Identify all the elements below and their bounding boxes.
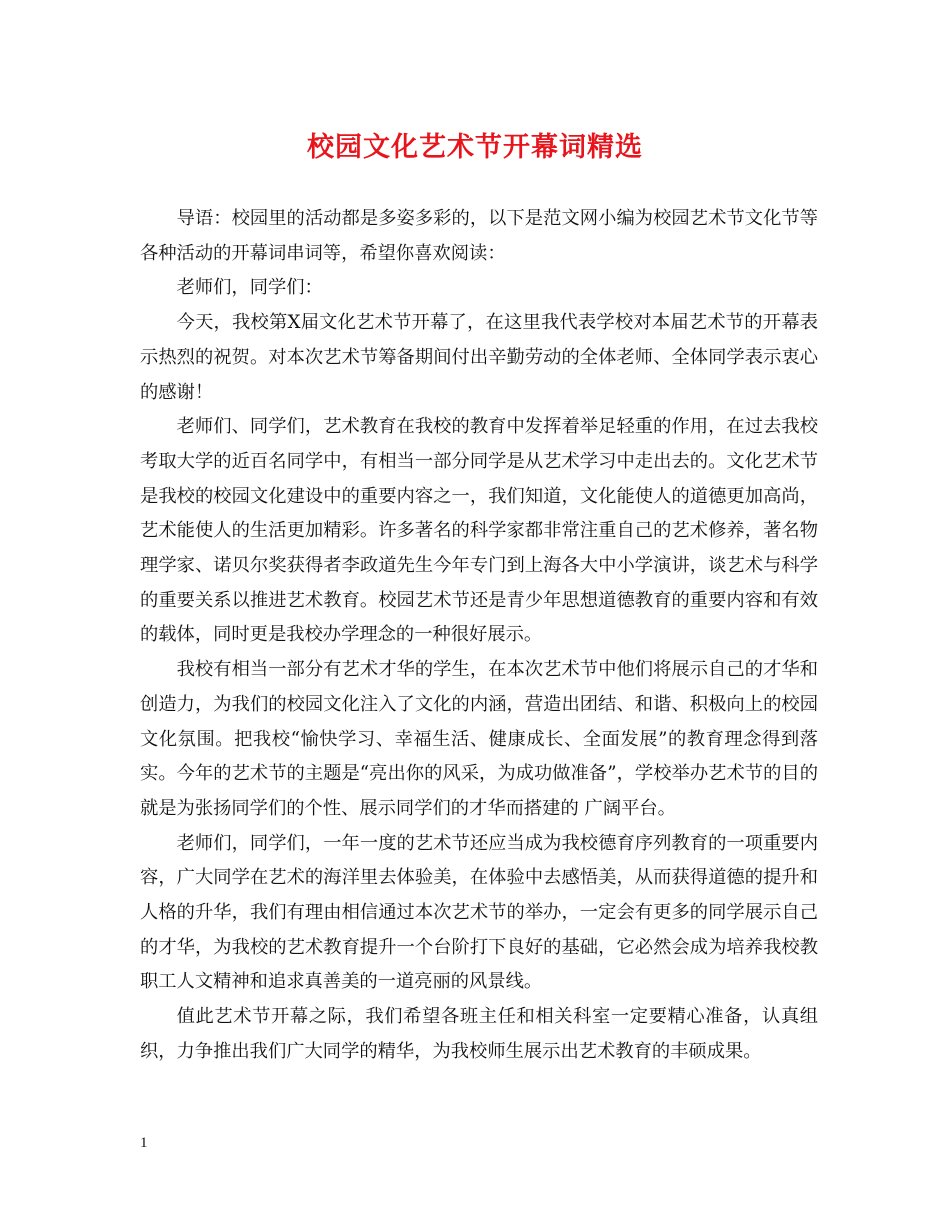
paragraph-moral-education: 老师们，同学们，一年一度的艺术节还应当成为我校德育序列教育的一项重要内容，广大同学在艺术的海洋里去体验美，在体验中去感悟美，从而获得道德的提升和人格的升华，我们有理由相信通过本次艺术节的举办，一定会有更多的同学展示自己的才华，为我校的艺术教育提升一个台阶打下良好的基础，它必然会成为培养我校教职工人文精神和追求真善美的一道亮丽的风景线。	[140, 832, 818, 993]
paragraph-opening: 今天，我校第Ⅹ届文化艺术节开幕了，在这里我代表学校对本届艺术节的开幕表示热烈的祝贺。对本次艺术节筹备期间付出辛勤劳动的全体老师、全体同学表示衷心的感谢！	[140, 312, 818, 403]
page-number: 1	[140, 1135, 148, 1151]
document-title: 校园文化艺术节开幕词精选	[307, 132, 643, 163]
paragraph-closing: 值此艺术节开幕之际，我们希望各班主任和相关科室一定要精心准备，认真组织，力争推出我们广大同学的精华，为我校师生展示出艺术教育的丰硕成果。	[140, 1006, 818, 1062]
document-body	[140, 202, 818, 1070]
paragraph-intro: 导语：校园里的活动都是多姿多彩的，以下是范文网小编为校园艺术节文化节等各种活动的开幕词串词等，希望你喜欢阅读：	[140, 208, 818, 264]
paragraph-salutation: 老师们，同学们：	[176, 277, 323, 299]
paragraph-students-talent: 我校有相当一部分有艺术才华的学生，在本次艺术节中他们将展示自己的才华和创造力，为我们的校园文化注入了文化的内涵，营造出团结、和谐、积极向上的校园文化氛围。把我校“愉快学习、幸福生活、健康成长、全面发展”的教育理念得到落实。今年的艺术节的主题是“亮出你的风采，为成功做准备”，学校举办艺术节的目的就是为张扬同学们的个性、展示同学们的才华而搭建的 广阔平台。	[140, 659, 818, 819]
paragraph-art-education: 老师们、同学们，艺术教育在我校的教育中发挥着举足轻重的作用，在过去我校考取大学的近百名同学中，有相当一部分同学是从艺术学习中走出去的。文化艺术节是我校的校园文化建设中的重要内容之一，我们知道，文化能使人的道德更加高尚，艺术能使人的生活更加精彩。许多著名的科学家都非常注重自己的艺术修养，著名物理学家、诺贝尔奖获得者李政道先生今年专门到上海各大中小学演讲，谈艺术与科学的重要关系以推进艺术教育。校园艺术节还是青少年思想道德教育的重要内容和有效的载体，同时更是我校办学理念的一种很好展示。	[140, 416, 818, 646]
